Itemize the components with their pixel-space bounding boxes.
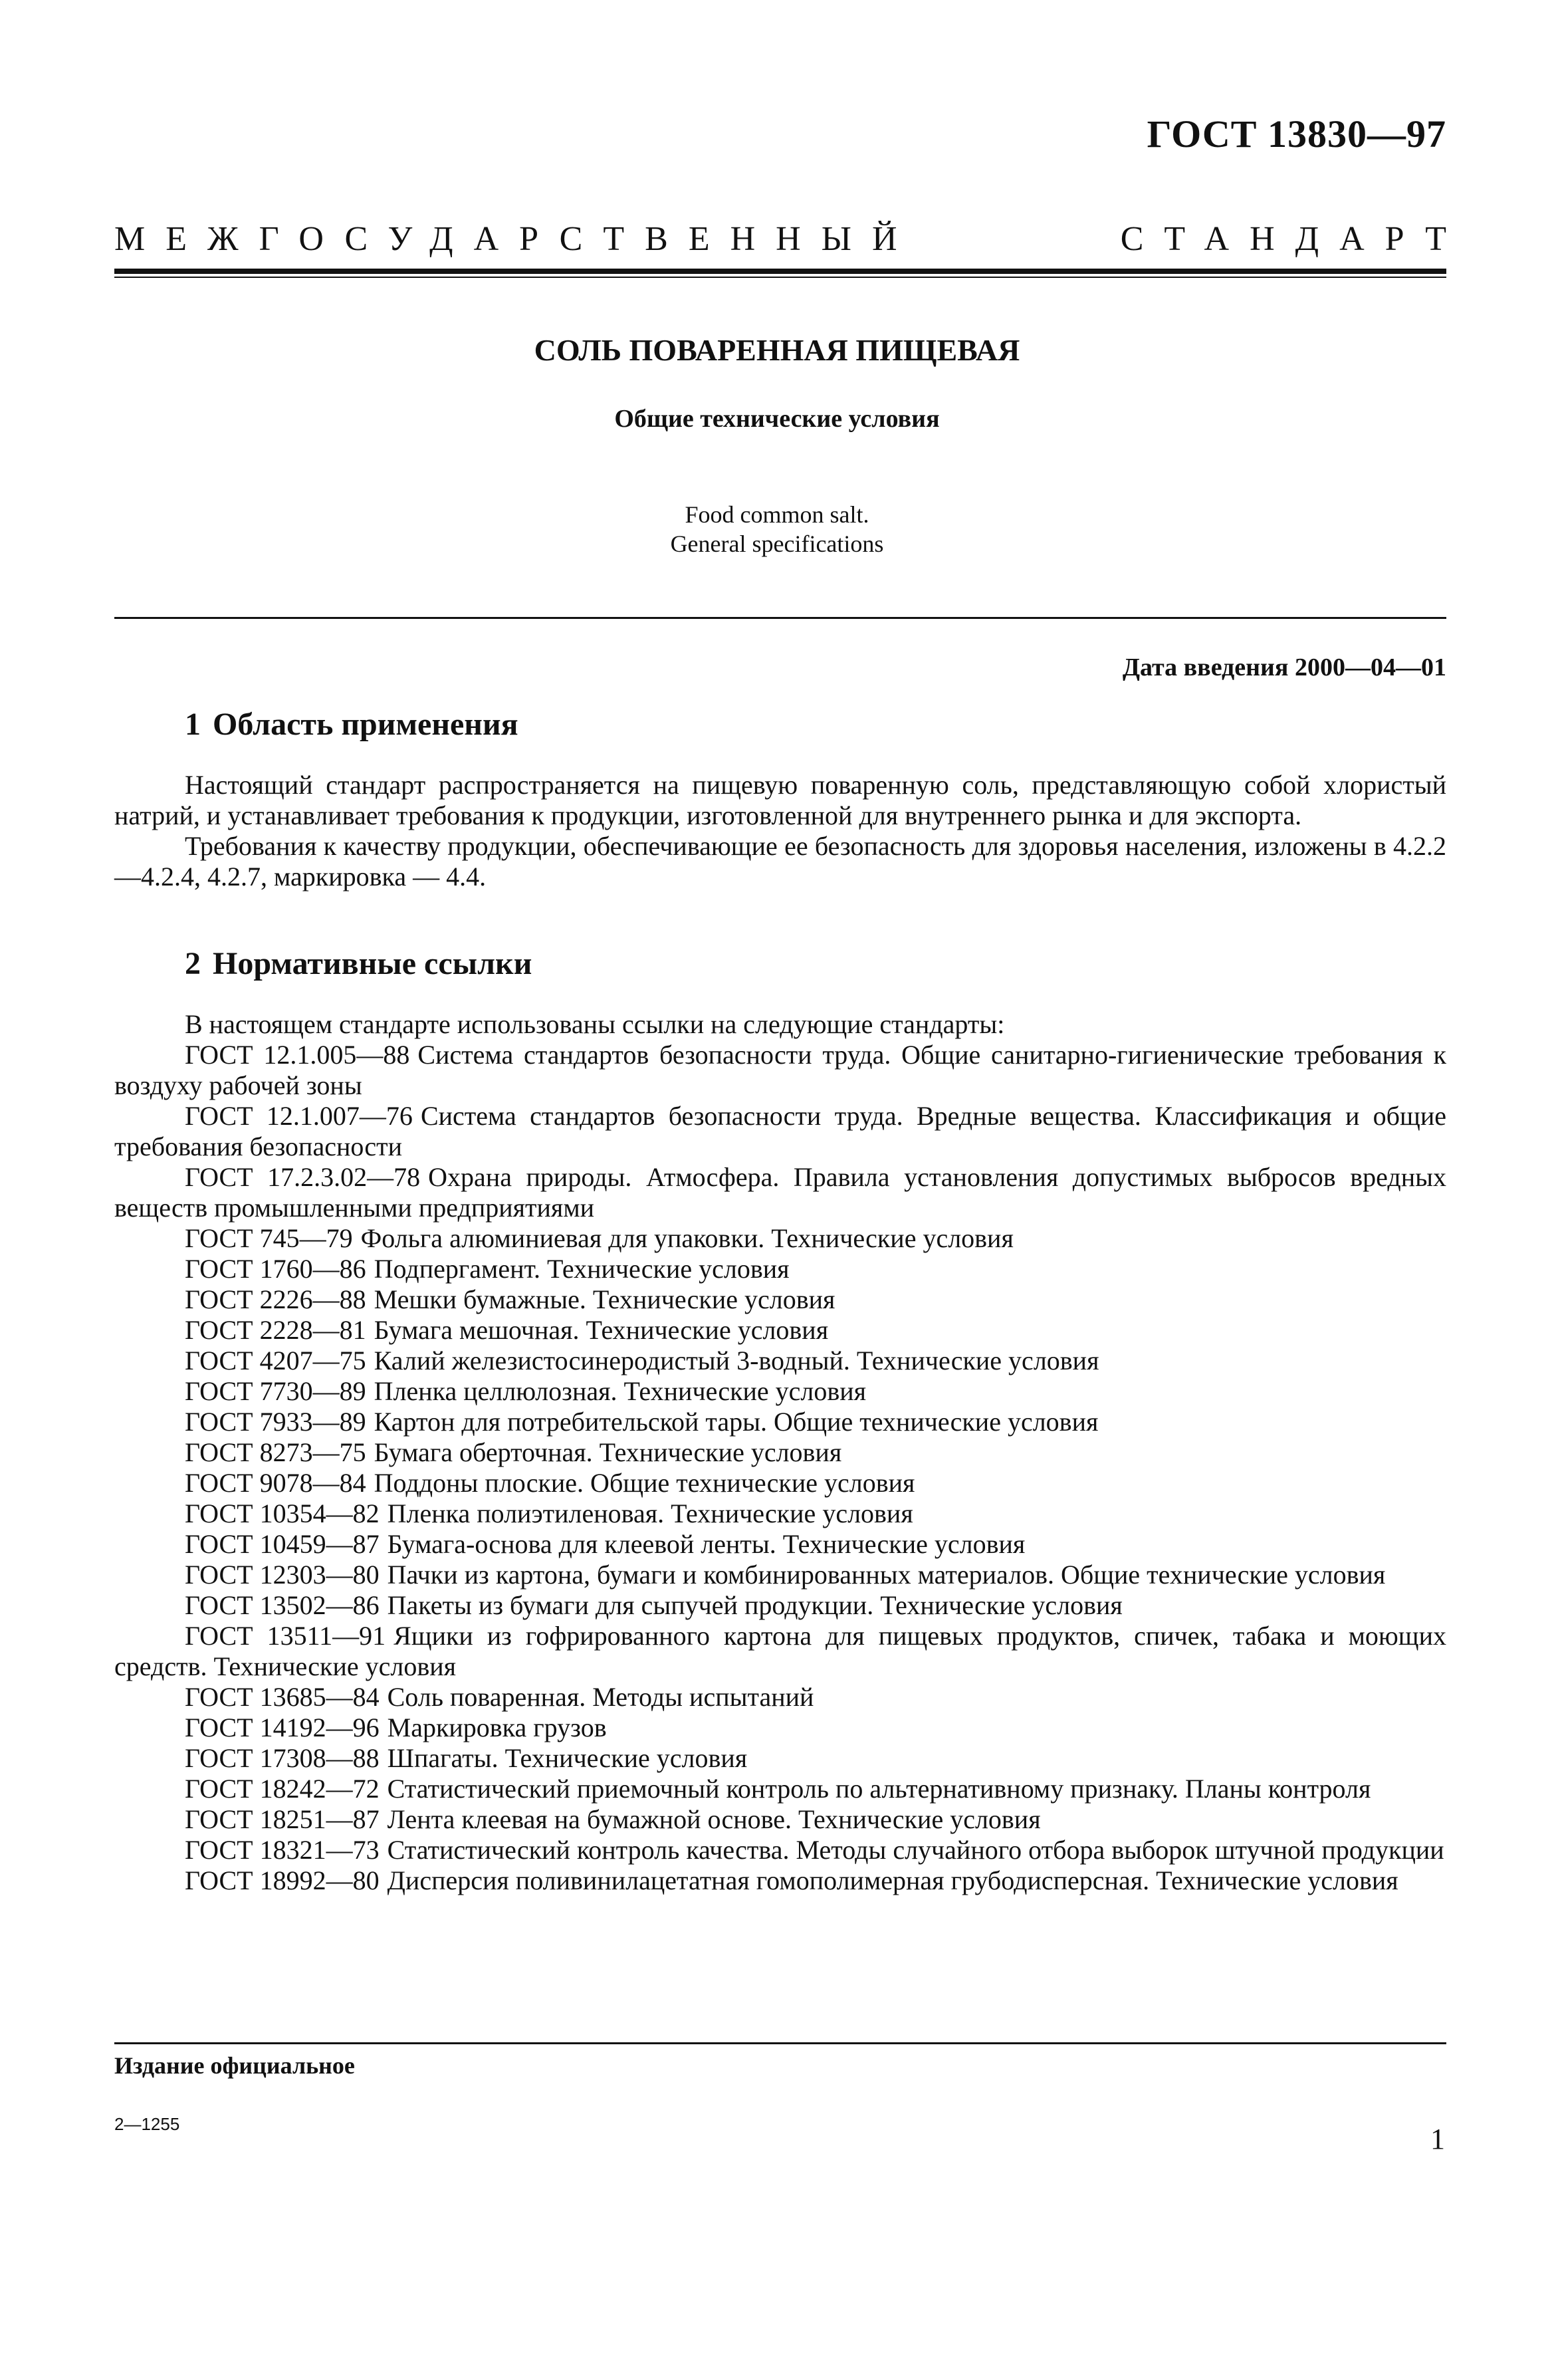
- banner-rule-thin: [114, 277, 1446, 278]
- reference-item: [114, 1804, 1446, 1835]
- reference-code: ГОСТ 2226—88: [185, 1284, 366, 1314]
- reference-item: [114, 1865, 1446, 1896]
- reference-code: ГОСТ 17308—88: [185, 1743, 380, 1773]
- reference-code: ГОСТ 17.2.3.02—78: [185, 1162, 421, 1192]
- reference-item: [114, 1498, 1446, 1529]
- reference-title: Ящики из гофрированного картона для пищевых продуктов, спичек, табака и моющих средств. Технические условия: [114, 1621, 1447, 1681]
- reference-title: Поддоны плоские. Общие технические условия: [374, 1468, 915, 1498]
- gost-code: ГОСТ 13830—97: [1147, 112, 1446, 156]
- title-rule: [114, 617, 1446, 619]
- reference-title: Пачки из картона, бумаги и комбинированных материалов. Общие технические условия: [387, 1560, 1386, 1590]
- reference-title: Соль поваренная. Методы испытаний: [387, 1682, 814, 1712]
- reference-item: [114, 1835, 1446, 1865]
- reference-code: ГОСТ 2228—81: [185, 1315, 366, 1345]
- reference-code: ГОСТ 14192—96: [185, 1713, 380, 1742]
- reference-item: [114, 1774, 1446, 1804]
- reference-title: Шпагаты. Технические условия: [387, 1743, 748, 1773]
- reference-code: ГОСТ 12303—80: [185, 1560, 380, 1590]
- reference-title: Пленка целлюлозная. Технические условия: [374, 1376, 867, 1406]
- reference-item: [114, 1284, 1446, 1315]
- references-lead: В настоящем стандарте использованы ссылки на следующие стандарты:: [185, 1009, 1005, 1039]
- reference-title: Подпергамент. Технические условия: [374, 1254, 790, 1284]
- reference-item: [114, 1743, 1446, 1774]
- edition-label: Издание официальное: [114, 2052, 355, 2079]
- reference-title: Калий железистосинеродистый 3-водный. Технические условия: [374, 1346, 1099, 1375]
- reference-item: [114, 1590, 1446, 1621]
- section-1-heading: [185, 706, 518, 743]
- reference-code: ГОСТ 10459—87: [185, 1529, 380, 1559]
- section-1-number: 1: [185, 707, 201, 742]
- reference-code: ГОСТ 18992—80: [185, 1865, 380, 1895]
- reference-item: [114, 1040, 1446, 1101]
- reference-code: ГОСТ 18251—87: [185, 1804, 380, 1834]
- reference-code: ГОСТ 745—79: [185, 1223, 353, 1253]
- reference-title: Бумага оберточная. Технические условия: [374, 1437, 842, 1467]
- document-title: СОЛЬ ПОВАРЕННАЯ ПИЩЕВАЯ: [534, 333, 1020, 367]
- reference-code: ГОСТ 1760—86: [185, 1254, 366, 1284]
- reference-item: [114, 1346, 1446, 1376]
- reference-title: Система стандартов безопасности труда. Вредные вещества. Классификация и общие требования безопасности: [114, 1101, 1446, 1161]
- reference-title: Мешки бумажные. Технические условия: [374, 1284, 835, 1314]
- reference-item: [114, 1223, 1446, 1254]
- intro-date: Дата введения 2000—04—01: [1122, 654, 1446, 681]
- reference-title: Система стандартов безопасности труда. Общие санитарно-гигиенические требования к воздуху рабочей зоны: [114, 1040, 1446, 1100]
- document-subtitle: Общие технические условия: [614, 405, 940, 433]
- reference-code: ГОСТ 7933—89: [185, 1407, 366, 1437]
- reference-title: Бумага-основа для клеевой ленты. Технические условия: [387, 1529, 1026, 1559]
- banner-word-interstate: МЕЖГОСУДАРСТВЕННЫЙ: [114, 220, 918, 258]
- section-1-body: [114, 770, 1446, 892]
- reference-code: ГОСТ 18242—72: [185, 1774, 380, 1804]
- section-2-number: 2: [185, 946, 201, 981]
- banner-word-standard: СТАНДАРТ: [1120, 220, 1467, 258]
- reference-item: [114, 1376, 1446, 1407]
- reference-title: Бумага мешочная. Технические условия: [374, 1315, 829, 1345]
- section-2-title: Нормативные ссылки: [213, 946, 532, 981]
- reference-code: ГОСТ 13502—86: [185, 1590, 380, 1620]
- reference-item: [114, 1407, 1446, 1437]
- reference-item: [114, 1162, 1446, 1223]
- section-1-title: Область применения: [213, 707, 518, 742]
- section-2-heading: [185, 945, 532, 982]
- reference-title: Маркировка грузов: [387, 1713, 607, 1742]
- banner-rule-thick: [114, 269, 1446, 274]
- reference-code: ГОСТ 10354—82: [185, 1498, 380, 1528]
- english-title-line2: General specifications: [670, 531, 884, 557]
- reference-code: ГОСТ 8273—75: [185, 1437, 366, 1467]
- section-1-paragraph-2: Требования к качеству продукции, обеспечивающие ее безопасность для здоровья населения, изложены в 4.2.2—4.2.4, 4.2.7, маркировка — 4.4.: [114, 831, 1446, 892]
- reference-code: ГОСТ 7730—89: [185, 1376, 366, 1406]
- reference-code: ГОСТ 12.1.007—76: [185, 1101, 413, 1131]
- reference-title: Статистический контроль качества. Методы случайного отбора выборок штучной продукции: [387, 1835, 1444, 1865]
- reference-item: [114, 1101, 1446, 1162]
- reference-title: Фольга алюминиевая для упаковки. Технические условия: [360, 1223, 1014, 1253]
- reference-title: Дисперсия поливинилацетатная гомополимерная грубодисперсная. Технические условия: [387, 1865, 1398, 1895]
- normative-references: [114, 1009, 1446, 1896]
- reference-item: [114, 1682, 1446, 1713]
- english-title-line1: Food common salt.: [685, 501, 869, 528]
- page-number: 1: [1430, 2123, 1445, 2155]
- reference-title: Картон для потребительской тары. Общие технические условия: [374, 1407, 1099, 1437]
- footer-rule: [114, 2042, 1446, 2044]
- standard-banner: [114, 219, 1467, 259]
- reference-item: [114, 1437, 1446, 1468]
- reference-item: [114, 1529, 1446, 1560]
- reference-title: Пакеты из бумаги для сыпучей продукции. Технические условия: [387, 1590, 1123, 1620]
- reference-code: ГОСТ 9078—84: [185, 1468, 366, 1498]
- reference-code: ГОСТ 13511—91: [185, 1621, 386, 1651]
- reference-title: Охрана природы. Атмосфера. Правила установления допустимых выбросов вредных веществ промышленными предприятиями: [114, 1162, 1446, 1223]
- reference-code: ГОСТ 18321—73: [185, 1835, 380, 1865]
- reference-item: [114, 1560, 1446, 1590]
- reference-title: Лента клеевая на бумажной основе. Технические условия: [387, 1804, 1041, 1834]
- section-1-paragraph-1: Настоящий стандарт распространяется на пищевую поваренную соль, представляющую собой хлористый натрий, и устанавливает требования к продукции, изготовленной для внутреннего рынка и для экспорта.: [114, 770, 1446, 830]
- reference-title: Статистический приемочный контроль по альтернативному признаку. Планы контроля: [387, 1774, 1371, 1804]
- reference-title: Пленка полиэтиленовая. Технические условия: [387, 1498, 913, 1528]
- reference-item: [114, 1621, 1446, 1682]
- reference-item: [114, 1254, 1446, 1284]
- english-title: [0, 500, 1554, 558]
- reference-item: [114, 1713, 1446, 1743]
- reference-item: [114, 1468, 1446, 1498]
- reference-code: ГОСТ 4207—75: [185, 1346, 366, 1375]
- print-code: 2—1255: [114, 2114, 180, 2134]
- reference-code: ГОСТ 12.1.005—88: [185, 1040, 410, 1070]
- reference-item: [114, 1315, 1446, 1346]
- reference-code: ГОСТ 13685—84: [185, 1682, 380, 1712]
